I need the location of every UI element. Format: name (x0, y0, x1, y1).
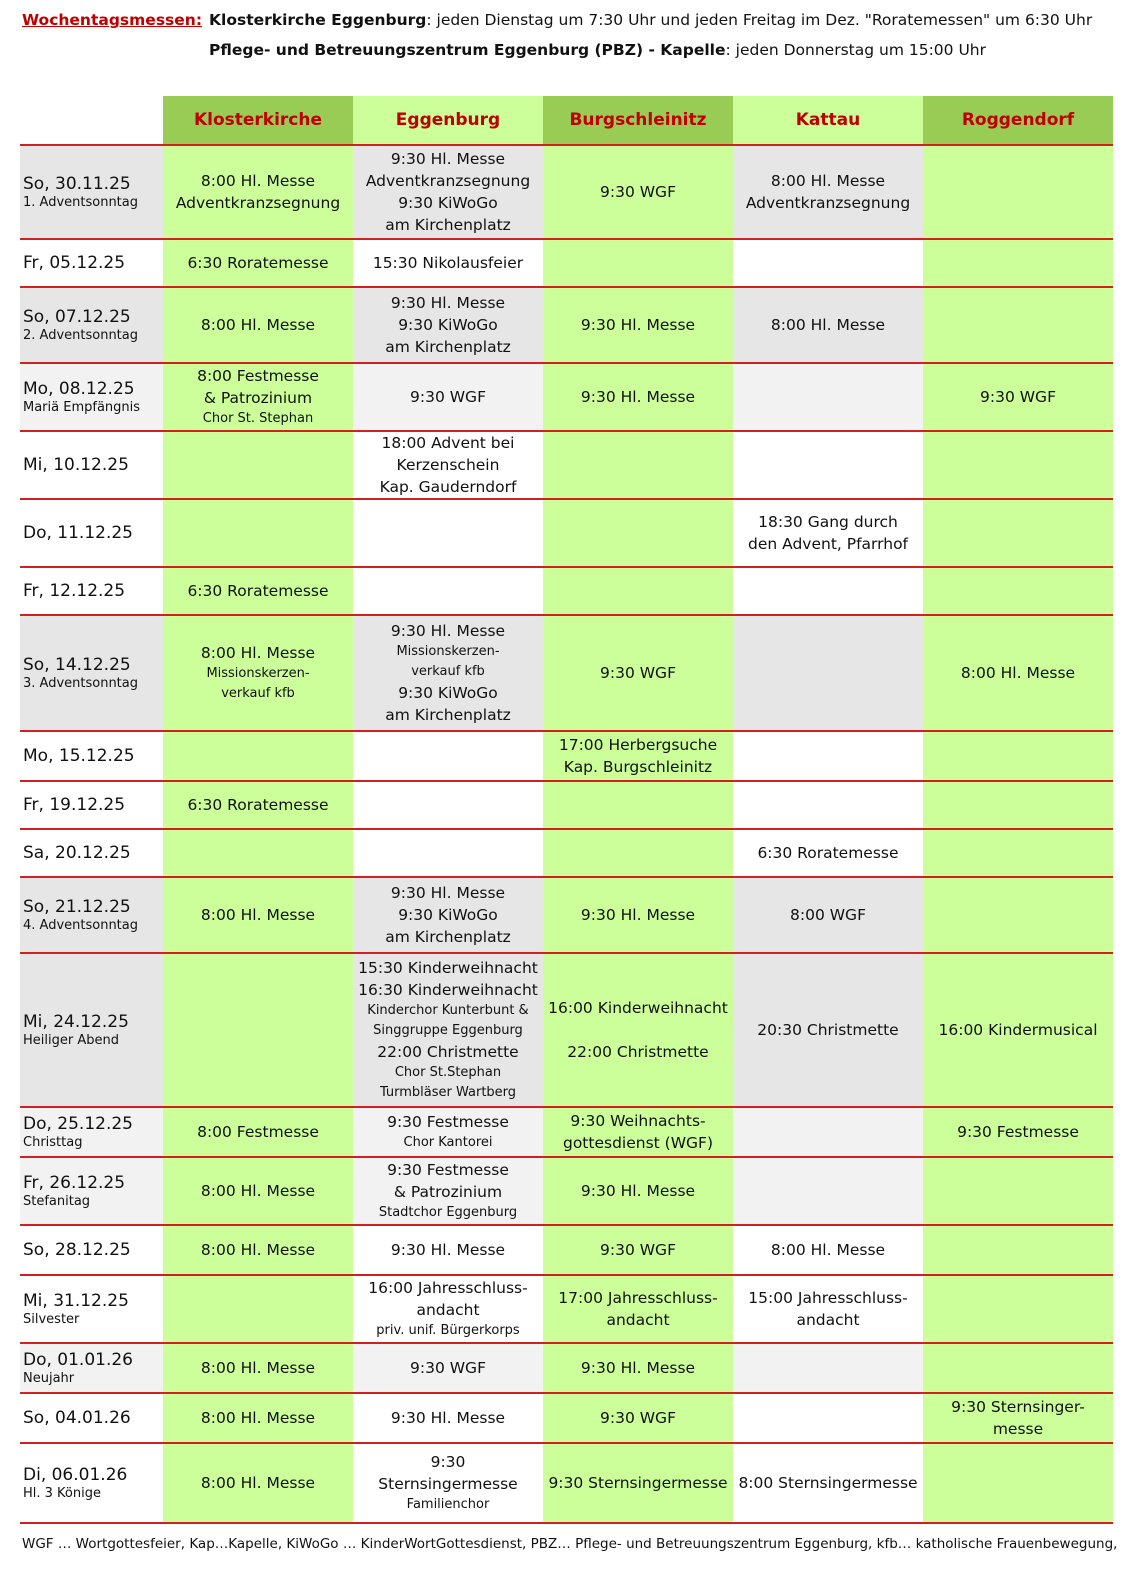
event-line: 20:30 Christmette (757, 1021, 899, 1039)
cell-roggendorf (923, 567, 1113, 615)
cell-eggenburg (353, 1275, 543, 1343)
cell-burgschleinitz (543, 1443, 733, 1523)
date-cell (20, 1107, 163, 1157)
cell-klosterkirche (163, 781, 353, 829)
event-line: andacht (606, 1311, 670, 1329)
header-line2-text: : jeden Donnerstag um 15:00 Uhr (725, 41, 986, 59)
event-line: 8:00 Hl. Messe (200, 1409, 316, 1427)
event-line: Kap. Burgschleinitz (563, 758, 713, 776)
event-line: 9:30 Hl. Messe (390, 294, 506, 312)
column-header-eggenburg: Eggenburg (353, 96, 543, 145)
cell-eggenburg (353, 877, 543, 953)
cell-klosterkirche (163, 363, 353, 431)
cell-kattau (733, 1343, 923, 1393)
event-line: Sternsingermesse (378, 1475, 518, 1493)
cell-eggenburg (353, 953, 543, 1107)
cell-eggenburg (353, 1107, 543, 1157)
event-line: Missionskerzen- (396, 644, 500, 659)
cell-kattau (733, 287, 923, 363)
cell-eggenburg (353, 363, 543, 431)
event-line: 9:30 Hl. Messe (580, 1182, 696, 1200)
feast-name: Silvester (23, 1312, 80, 1327)
event-line: Kerzenschein (396, 456, 500, 474)
date-cell (20, 1343, 163, 1393)
cell-klosterkirche (163, 615, 353, 731)
cell-burgschleinitz (543, 1343, 733, 1393)
date-cell (20, 363, 163, 431)
cell-burgschleinitz (543, 1107, 733, 1157)
event-line: andacht (416, 1301, 480, 1319)
table-row (20, 363, 1113, 431)
cell-eggenburg (353, 239, 543, 287)
cell-burgschleinitz (543, 145, 733, 239)
event-line: 16:00 Kindermusical (938, 1021, 1098, 1039)
date-cell (20, 567, 163, 615)
event-line: 6:30 Roratemesse (187, 254, 329, 272)
cell-eggenburg (353, 1443, 543, 1523)
cell-eggenburg (353, 499, 543, 567)
feast-name: 3. Adventsonntag (23, 676, 139, 691)
event-line: Adventkranzsegnung (745, 194, 911, 212)
event-line: 9:30 WGF (600, 183, 676, 201)
table-row (20, 615, 1113, 731)
date-cell (20, 877, 163, 953)
event-line: 16:00 Kinderweihnacht (548, 999, 728, 1017)
feast-name: Hl. 3 Könige (23, 1486, 101, 1501)
cell-roggendorf (923, 1107, 1113, 1157)
event-line: 8:00 Hl. Messe (200, 316, 316, 334)
date-text: Sa, 20.12.25 (23, 843, 131, 863)
event-line: 15:30 Kinderweihnacht (358, 959, 538, 977)
header-date-cell (20, 96, 163, 145)
feast-name: Mariä Empfängnis (23, 400, 141, 415)
event-line: am Kirchenplatz (385, 928, 511, 946)
column-header-burgschleinitz: Burgschleinitz (543, 96, 733, 145)
event-line: am Kirchenplatz (385, 706, 511, 724)
table-row (20, 781, 1113, 829)
event-line: & Patrozinium (393, 1183, 503, 1201)
event-line: 22:00 Christmette (567, 1043, 709, 1061)
date-text: So, 07.12.25 (23, 307, 131, 327)
cell-eggenburg (353, 1393, 543, 1443)
cell-kattau (733, 953, 923, 1107)
event-line: 8:00 Hl. Messe (200, 1182, 316, 1200)
cell-burgschleinitz (543, 731, 733, 781)
event-line: 8:00 Festmesse (197, 1123, 319, 1141)
table-row (20, 1443, 1113, 1523)
event-line: 9:30 Hl. Messe (390, 1241, 506, 1259)
event-line: andacht (796, 1311, 860, 1329)
date-text: Mo, 08.12.25 (23, 379, 135, 399)
event-line: 6:30 Roratemesse (757, 844, 899, 862)
cell-roggendorf (923, 615, 1113, 731)
event-line: messe (992, 1420, 1044, 1438)
cell-eggenburg (353, 431, 543, 499)
event-line: 9:30 Hl. Messe (390, 150, 506, 168)
event-line: 9:30 Hl. Messe (580, 388, 696, 406)
cell-eggenburg (353, 287, 543, 363)
date-cell (20, 829, 163, 877)
cell-klosterkirche (163, 1443, 353, 1523)
column-header-roggendorf: Roggendorf (923, 96, 1113, 145)
event-line: Stadtchor Eggenburg (378, 1205, 518, 1220)
table-row (20, 953, 1113, 1107)
cell-klosterkirche (163, 1343, 353, 1393)
cell-roggendorf (923, 287, 1113, 363)
cell-roggendorf (923, 731, 1113, 781)
date-cell (20, 1275, 163, 1343)
event-line: 9:30 Hl. Messe (390, 622, 506, 640)
event-line: 9:30 Festmesse (957, 1123, 1079, 1141)
event-line: 16:00 Jahresschluss- (368, 1279, 528, 1297)
date-cell (20, 615, 163, 731)
event-line: 9:30 KiWoGo (398, 316, 498, 334)
event-line: Chor St.Stephan (394, 1065, 502, 1080)
cell-klosterkirche (163, 877, 353, 953)
cell-kattau (733, 499, 923, 567)
cell-klosterkirche (163, 829, 353, 877)
date-cell (20, 1443, 163, 1523)
date-text: So, 28.12.25 (23, 1240, 131, 1260)
event-line: 8:00 Hl. Messe (960, 664, 1076, 682)
event-line: 8:00 Festmesse (197, 367, 319, 385)
event-line: 8:00 Sternsingermesse (738, 1474, 918, 1492)
cell-kattau (733, 1393, 923, 1443)
event-line: 9:30 Festmesse (387, 1113, 509, 1131)
cell-klosterkirche (163, 431, 353, 499)
event-line: 15:00 Jahresschluss- (748, 1289, 908, 1307)
cell-kattau (733, 781, 923, 829)
date-text: So, 30.11.25 (23, 174, 131, 194)
event-line: Familienchor (406, 1497, 490, 1512)
column-header-kattau: Kattau (733, 96, 923, 145)
cell-kattau (733, 877, 923, 953)
event-line: 9:30 Weihnachts- (570, 1112, 706, 1130)
event-line: Singgruppe Eggenburg (373, 1023, 523, 1038)
cell-roggendorf (923, 877, 1113, 953)
table-row (20, 287, 1113, 363)
event-line: gottesdienst (WGF) (562, 1134, 714, 1152)
cell-roggendorf (923, 431, 1113, 499)
cell-klosterkirche (163, 1393, 353, 1443)
cell-klosterkirche (163, 1275, 353, 1343)
cell-eggenburg (353, 1157, 543, 1225)
cell-roggendorf (923, 1275, 1113, 1343)
cell-eggenburg (353, 1343, 543, 1393)
event-line: 9:30 Hl. Messe (390, 1409, 506, 1427)
event-line: 17:00 Herbergsuche (558, 736, 718, 754)
event-line: 8:00 Hl. Messe (200, 172, 316, 190)
feast-name: Christtag (23, 1135, 83, 1150)
cell-kattau (733, 1225, 923, 1275)
feast-name: Heiliger Abend (23, 1033, 119, 1048)
event-line: verkauf kfb (221, 686, 295, 701)
event-line: verkauf kfb (411, 664, 485, 679)
cell-burgschleinitz (543, 1275, 733, 1343)
event-line: 8:00 Hl. Messe (200, 906, 316, 924)
cell-kattau (733, 731, 923, 781)
event-line: 8:00 Hl. Messe (200, 1359, 316, 1377)
cell-burgschleinitz (543, 615, 733, 731)
schedule-table (20, 96, 1113, 1524)
cell-burgschleinitz (543, 877, 733, 953)
cell-klosterkirche (163, 1157, 353, 1225)
cell-roggendorf (923, 239, 1113, 287)
date-cell (20, 731, 163, 781)
date-text: Do, 01.01.26 (23, 1350, 134, 1370)
event-line: 9:30 WGF (410, 1359, 486, 1377)
event-line: 8:00 Hl. Messe (200, 1241, 316, 1259)
cell-burgschleinitz (543, 1157, 733, 1225)
table-row (20, 499, 1113, 567)
date-cell (20, 287, 163, 363)
table-row (20, 731, 1113, 781)
event-line (543, 1019, 733, 1041)
event-line: 18:30 Gang durch (758, 513, 898, 531)
cell-kattau (733, 829, 923, 877)
date-cell (20, 781, 163, 829)
cell-kattau (733, 363, 923, 431)
cell-klosterkirche (163, 1225, 353, 1275)
cell-klosterkirche (163, 499, 353, 567)
cell-roggendorf (923, 829, 1113, 877)
table-row (20, 239, 1113, 287)
date-text: Fr, 19.12.25 (23, 795, 126, 815)
date-text: Mi, 31.12.25 (23, 1291, 129, 1311)
cell-burgschleinitz (543, 239, 733, 287)
event-line: Chor St. Stephan (202, 411, 314, 426)
cell-burgschleinitz (543, 1393, 733, 1443)
event-line: 8:00 Hl. Messe (770, 172, 886, 190)
cell-eggenburg (353, 1225, 543, 1275)
cell-burgschleinitz (543, 567, 733, 615)
cell-roggendorf (923, 499, 1113, 567)
table-row (20, 145, 1113, 239)
cell-klosterkirche (163, 1107, 353, 1157)
cell-kattau (733, 1275, 923, 1343)
event-line: 17:00 Jahresschluss- (558, 1289, 718, 1307)
cell-burgschleinitz (543, 363, 733, 431)
cell-kattau (733, 431, 923, 499)
event-line: 8:00 Hl. Messe (770, 1241, 886, 1259)
event-line: 9:30 KiWoGo (398, 684, 498, 702)
date-text: So, 04.01.26 (23, 1408, 131, 1428)
cell-burgschleinitz (543, 781, 733, 829)
column-header-klosterkirche: Klosterkirche (163, 96, 353, 145)
table-row (20, 1157, 1113, 1225)
header-line1-text: : jeden Dienstag um 7:30 Uhr und jeden Freitag im Dez. "Roratemessen" um 6:30 Uhr (426, 11, 1093, 29)
event-line: Kinderchor Kunterbunt & (367, 1003, 529, 1018)
feast-name: 4. Adventsonntag (23, 918, 139, 933)
event-line: am Kirchenplatz (385, 338, 511, 356)
cell-klosterkirche (163, 953, 353, 1107)
date-cell (20, 1225, 163, 1275)
table-row (20, 1225, 1113, 1275)
event-line: Turmbläser Wartberg (379, 1085, 517, 1100)
event-line: am Kirchenplatz (385, 216, 511, 234)
weekday-masses-label: Wochentagsmessen: (22, 11, 203, 29)
cell-kattau (733, 615, 923, 731)
event-line: Adventkranzsegnung (365, 172, 531, 190)
event-line: 9:30 WGF (410, 388, 486, 406)
table-row (20, 1343, 1113, 1393)
event-line: 9:30 Festmesse (387, 1161, 509, 1179)
event-line: 9:30 Sternsingermesse (548, 1474, 728, 1492)
event-line: 8:00 WGF (790, 906, 866, 924)
cell-kattau (733, 1157, 923, 1225)
event-line: 8:00 Hl. Messe (200, 1474, 316, 1492)
cell-klosterkirche (163, 287, 353, 363)
date-text: Fr, 05.12.25 (23, 253, 126, 273)
event-line: 9:30 KiWoGo (398, 906, 498, 924)
event-line: & Patrozinium (203, 389, 313, 407)
event-line: 22:00 Christmette (377, 1043, 519, 1061)
event-line: 9:30 Sternsinger- (951, 1398, 1085, 1416)
header-line2-bold: Pflege- und Betreuungszentrum Eggenburg (PBZ) - Kapelle (209, 41, 726, 59)
cell-eggenburg (353, 829, 543, 877)
cell-roggendorf (923, 1393, 1113, 1443)
cell-klosterkirche (163, 145, 353, 239)
cell-roggendorf (923, 781, 1113, 829)
cell-burgschleinitz (543, 953, 733, 1107)
event-line: 15:30 Nikolausfeier (372, 254, 524, 272)
table-row (20, 1107, 1113, 1157)
date-text: Mi, 24.12.25 (23, 1012, 129, 1032)
date-text: So, 14.12.25 (23, 655, 131, 675)
date-text: So, 21.12.25 (23, 897, 131, 917)
date-text: Di, 06.01.26 (23, 1465, 128, 1485)
cell-roggendorf (923, 1343, 1113, 1393)
feast-name: 1. Adventsonntag (23, 195, 139, 210)
event-line: 9:30 WGF (980, 388, 1056, 406)
table-row (20, 1393, 1113, 1443)
cell-roggendorf (923, 953, 1113, 1107)
schedule-body (20, 145, 1113, 1523)
date-text: Mi, 10.12.25 (23, 455, 129, 475)
cell-kattau (733, 567, 923, 615)
date-cell (20, 145, 163, 239)
event-line: Chor Kantorei (403, 1135, 493, 1150)
event-line: priv. unif. Bürgerkorps (376, 1323, 520, 1338)
table-header-row (20, 96, 1113, 145)
event-line: 16:30 Kinderweihnacht (358, 981, 538, 999)
date-cell (20, 499, 163, 567)
cell-roggendorf (923, 1443, 1113, 1523)
event-line: Kap. Gauderndorf (379, 478, 517, 496)
feast-name: Neujahr (23, 1371, 75, 1386)
event-line: 9:30 Hl. Messe (580, 906, 696, 924)
event-line: 9:30 Hl. Messe (580, 316, 696, 334)
feast-name: Stefanitag (23, 1194, 91, 1209)
cell-burgschleinitz (543, 1225, 733, 1275)
cell-eggenburg (353, 615, 543, 731)
date-text: Mo, 15.12.25 (23, 746, 135, 766)
cell-kattau (733, 1107, 923, 1157)
table-row (20, 567, 1113, 615)
cell-kattau (733, 1443, 923, 1523)
event-line: 9:30 WGF (600, 1241, 676, 1259)
weekday-masses-line-2 (209, 41, 986, 59)
feast-name: 2. Adventsonntag (23, 328, 139, 343)
table-row (20, 829, 1113, 877)
event-line: 8:00 Hl. Messe (770, 316, 886, 334)
table-row (20, 431, 1113, 499)
event-line: 9:30 (430, 1453, 466, 1471)
event-line: 9:30 WGF (600, 1409, 676, 1427)
event-line: 6:30 Roratemesse (187, 582, 329, 600)
cell-burgschleinitz (543, 287, 733, 363)
event-line: Missionskerzen- (206, 666, 310, 681)
event-line: 8:00 Hl. Messe (200, 644, 316, 662)
event-line: Adventkranzsegnung (175, 194, 341, 212)
date-text: Do, 25.12.25 (23, 1114, 134, 1134)
legend-footer: WGF … Wortgottesfeier, Kap…Kapelle, KiWoGo … KinderWortGottesdienst, PBZ… Pflege- und Betreuungszentrum Eggenburg, kfb… katholische Frauenbewegung, (22, 1536, 1118, 1552)
table-row (20, 877, 1113, 953)
cell-burgschleinitz (543, 431, 733, 499)
cell-kattau (733, 239, 923, 287)
event-line: 9:30 KiWoGo (398, 194, 498, 212)
header-line1-bold: Klosterkirche Eggenburg (209, 11, 427, 29)
cell-klosterkirche (163, 239, 353, 287)
date-cell (20, 239, 163, 287)
date-text: Fr, 26.12.25 (23, 1173, 126, 1193)
cell-eggenburg (353, 567, 543, 615)
event-line: 9:30 WGF (600, 664, 676, 682)
weekday-masses-line-1 (22, 11, 1092, 29)
cell-eggenburg (353, 781, 543, 829)
cell-roggendorf (923, 1225, 1113, 1275)
cell-eggenburg (353, 731, 543, 781)
cell-kattau (733, 145, 923, 239)
event-line: 6:30 Roratemesse (187, 796, 329, 814)
date-cell (20, 1393, 163, 1443)
event-line: 9:30 Hl. Messe (580, 1359, 696, 1377)
event-line: den Advent, Pfarrhof (747, 535, 909, 553)
cell-roggendorf (923, 145, 1113, 239)
cell-eggenburg (353, 145, 543, 239)
date-text: Fr, 12.12.25 (23, 581, 126, 601)
date-cell (20, 431, 163, 499)
cell-klosterkirche (163, 567, 353, 615)
cell-burgschleinitz (543, 829, 733, 877)
cell-roggendorf (923, 363, 1113, 431)
cell-klosterkirche (163, 731, 353, 781)
cell-burgschleinitz (543, 499, 733, 567)
table-row (20, 1275, 1113, 1343)
cell-roggendorf (923, 1157, 1113, 1225)
date-text: Do, 11.12.25 (23, 523, 134, 543)
date-cell (20, 1157, 163, 1225)
event-line: 9:30 Hl. Messe (390, 884, 506, 902)
date-cell (20, 953, 163, 1107)
event-line: 18:00 Advent bei (381, 434, 515, 452)
